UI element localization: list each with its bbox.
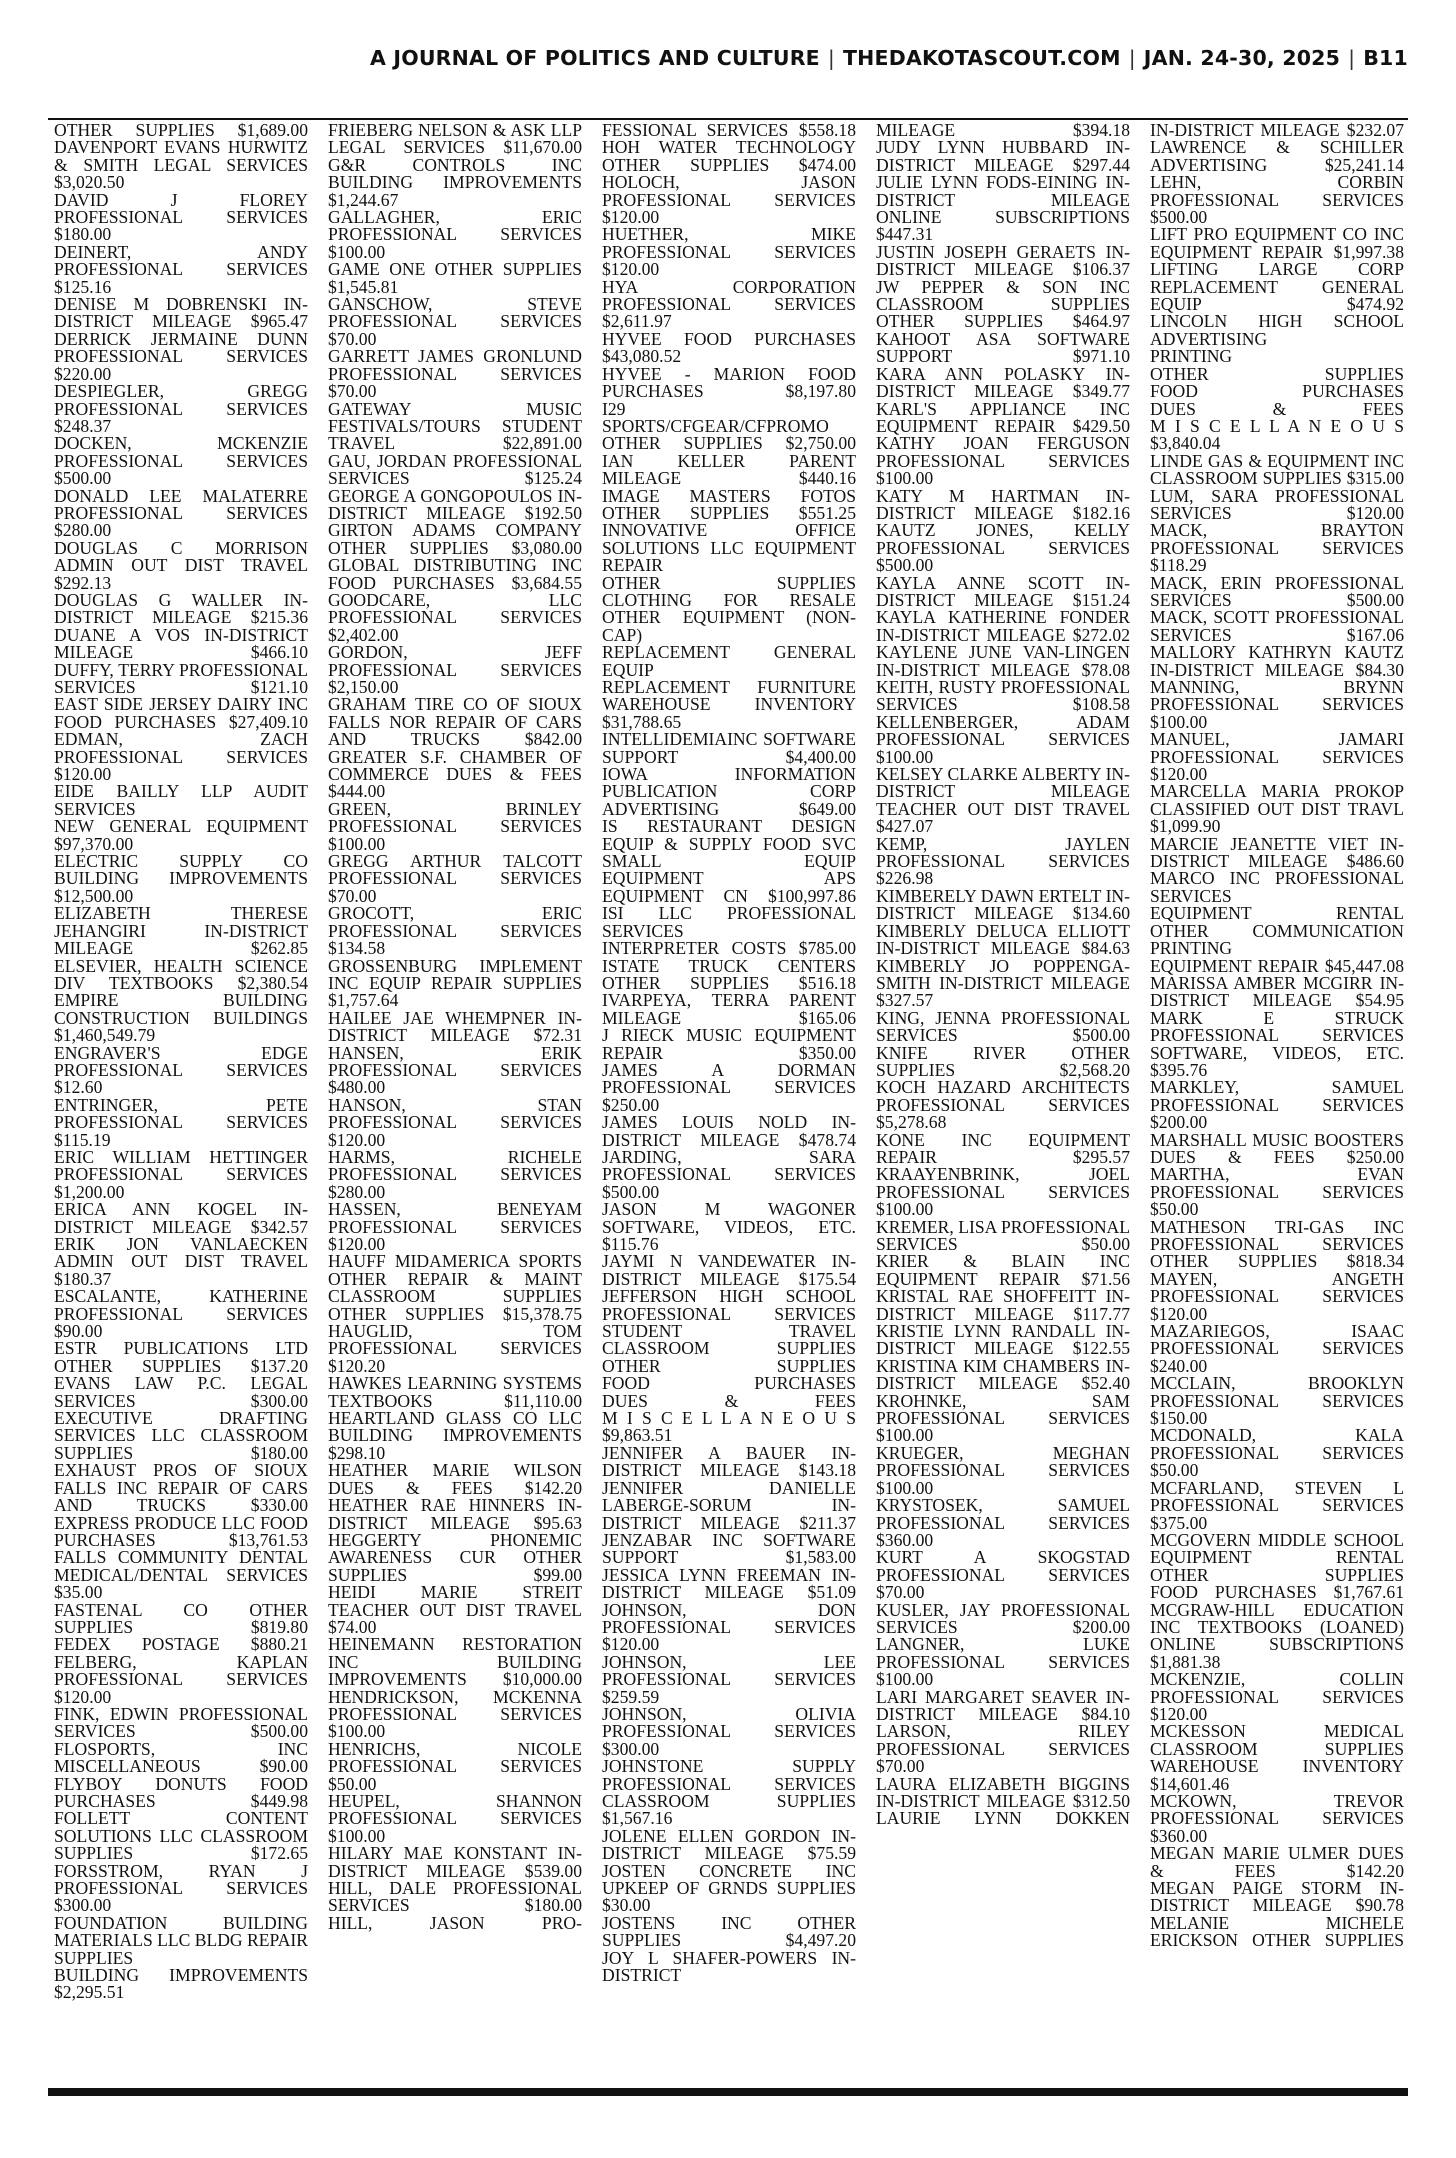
claim-entry: LIFTING LARGE CORP REPLACEMENT GENERAL EQUIP $474.92: [1150, 259, 1404, 315]
claim-entry: OTHER SUPPLIES $1,689.00: [54, 122, 308, 140]
claim-entry: KUSLER, JAY PROFESSIONAL SERVICES $200.00: [876, 1599, 1130, 1637]
claim-entry: DOUGLAS G WALLER IN-DISTRICT MILEAGE $215.36: [54, 589, 308, 628]
claim-entry: EQUIPMENT RENTAL: [1150, 903, 1404, 924]
claim-entry: DENISE M DOBRENSKI IN-DISTRICT MILEAGE $965.47: [54, 294, 308, 332]
claim-entry: KAUTZ JONES, KELLY PROFESSIONAL SERVICES $500.00: [876, 520, 1130, 576]
claim-entry: KURT A SKOGSTAD PROFESSIONAL SERVICES $70.00: [876, 1547, 1130, 1603]
claim-entry: GROCOTT, ERIC PROFESSIONAL SERVICES $134.58: [328, 903, 582, 959]
claim-entry: JENNIFER A BAUER IN-DISTRICT MILEAGE $143.18: [602, 1442, 856, 1481]
claim-entry: FLOSPORTS, INC MISCELLANEOUS $90.00: [54, 1738, 308, 1777]
claim-entry: GARRETT JAMES GRONLUND PROFESSIONAL SERVICES $70.00: [328, 346, 582, 402]
claim-entry: FOLLETT CONTENT SOLUTIONS LLC CLASSROOM SUPPLIES $172.65: [54, 1808, 308, 1864]
claim-entry: KARA ANN POLASKY IN-DISTRICT MILEAGE $349.77: [876, 363, 1130, 402]
claim-entry: IS RESTAURANT DESIGN EQUIP & SUPPLY FOOD SVC SMALL EQUIP: [602, 816, 856, 872]
claim-entry: M I S C E L L A N E O U S $9,863.51: [602, 1408, 856, 1446]
claim-entry: KRYSTOSEK, SAMUEL PROFESSIONAL SERVICES $360.00: [876, 1495, 1130, 1550]
claim-entry: MELANIE MICHELE ERICKSON OTHER SUPPLIES: [1150, 1912, 1404, 1951]
claim-entry: ENGRAVER'S EDGE PROFESSIONAL SERVICES $12.60: [54, 1042, 308, 1098]
publication-tagline: A JOURNAL OF POLITICS AND CULTURE: [369, 46, 820, 70]
claim-entry: MARTHA, EVAN PROFESSIONAL SERVICES $50.00: [1150, 1164, 1404, 1220]
claim-entry: ISTATE TRUCK CENTERS OTHER SUPPLIES $516.18: [602, 955, 856, 993]
claim-entry: GREEN, BRINLEY PROFESSIONAL SERVICES $100.00: [328, 798, 582, 854]
claim-entry: HILL, JASON PRO-: [328, 1912, 582, 1933]
claim-entry: EVANS LAW P.C. LEGAL SERVICES $300.00: [54, 1373, 308, 1411]
claim-entry: MCCLAIN, BROOKLYN PROFESSIONAL SERVICES $150.00: [1150, 1373, 1404, 1429]
claim-entry: DUFFY, TERRY PROFESSIONAL SERVICES $121.10: [54, 659, 308, 697]
claim-entry: OTHER SUPPLIES $818.34: [1150, 1251, 1404, 1272]
claim-entry: KAHOOT ASA SOFTWARE SUPPORT $971.10: [876, 328, 1130, 367]
claim-entry: DAVENPORT EVANS HURWITZ & SMITH LEGAL SERVICES $3,020.50: [54, 137, 308, 193]
claim-entry: KIMBERLY JO POPPENGA-SMITH IN-DISTRICT MILEAGE $327.57: [876, 955, 1130, 1011]
claim-entry: GRAHAM TIRE CO OF SIOUX FALLS NOR REPAIR OF CARS AND TRUCKS $842.00: [328, 694, 582, 750]
claim-entry: HENRICHS, NICOLE PROFESSIONAL SERVICES $50.00: [328, 1738, 582, 1794]
claim-entry: JUDY LYNN HUBBARD IN-DISTRICT MILEAGE $297.44: [876, 137, 1130, 175]
claim-entry: KAYLA KATHERINE FONDER IN-DISTRICT MILEAGE $272.02: [876, 607, 1130, 645]
header-separator: |: [827, 46, 835, 70]
claim-entry: PRINTING: [1150, 346, 1233, 367]
claim-entry: MALLORY KATHRYN KAUTZ IN-DISTRICT MILEAGE $84.30: [1150, 642, 1404, 680]
claim-entry: HILARY MAE KONSTANT IN-DISTRICT MILEAGE $539.00: [328, 1843, 582, 1881]
claim-entry: HAUGLID, TOM PROFESSIONAL SERVICES $120.20: [328, 1321, 582, 1376]
footer-rule: [48, 2088, 1408, 2096]
column-4: [876, 122, 1130, 2082]
claim-entry: JW PEPPER & SON INC CLASSROOM SUPPLIES: [876, 276, 1130, 315]
claim-entry: JARDING, SARA PROFESSIONAL SERVICES $500.00: [602, 1146, 856, 1202]
claim-entry: JAMES A DORMAN PROFESSIONAL SERVICES $250.00: [602, 1059, 856, 1115]
claim-entry: FORSSTROM, RYAN J PROFESSIONAL SERVICES $300.00: [54, 1860, 308, 1916]
claim-entry: JULIE LYNN FODS-EINING IN-DISTRICT MILEAGE: [876, 172, 1130, 210]
claim-entry: DAVID J FLOREY PROFESSIONAL SERVICES $180.00: [54, 189, 308, 245]
claim-entry: HEUPEL, SHANNON PROFESSIONAL SERVICES $100.00: [328, 1791, 582, 1846]
claim-entry: MAZARIEGOS, ISAAC PROFESSIONAL SERVICES $240.00: [1150, 1321, 1404, 1376]
claim-entry: DESPIEGLER, GREGG PROFESSIONAL SERVICES $248.37: [54, 381, 308, 436]
claim-entry: G&R CONTROLS INC BUILDING IMPROVEMENTS $1,244.67: [328, 154, 582, 210]
claim-entry: KEMP, JAYLEN PROFESSIONAL SERVICES $226.98: [876, 833, 1130, 889]
claim-entry: WAREHOUSE INVENTORY $14,601.46: [1150, 1756, 1404, 1794]
claim-entry: JASON M WAGONER SOFTWARE, VIDEOS, ETC. $115.76: [602, 1199, 856, 1254]
claim-entry: GROSSENBURG IMPLEMENT INC EQUIP REPAIR SUPPLIES $1,757.64: [328, 955, 582, 1011]
claim-entry: FEDEX POSTAGE $880.21: [54, 1634, 308, 1655]
claim-entry: IN-DISTRICT MILEAGE $232.07: [1150, 122, 1404, 140]
claim-entry: FASTENAL CO OTHER SUPPLIES $819.80: [54, 1599, 308, 1637]
claim-entry: OTHER SUPPLIES: [1150, 363, 1404, 384]
claim-entry: EDMAN, ZACH PROFESSIONAL SERVICES $120.00: [54, 729, 308, 785]
claim-entry: ERIC WILLIAM HETTINGER PROFESSIONAL SERVICES $1,200.00: [54, 1146, 308, 1202]
claim-entry: GOODCARE, LLC PROFESSIONAL SERVICES $2,402.00: [328, 589, 582, 645]
claim-entry: GAU, JORDAN PROFESSIONAL SERVICES $125.24: [328, 450, 582, 489]
claim-entry: MACK, ERIN PROFESSIONAL SERVICES $500.00: [1150, 572, 1404, 610]
claim-entry: HANSON, STAN PROFESSIONAL SERVICES $120.00: [328, 1094, 582, 1150]
claim-entry: WAREHOUSE INVENTORY $31,788.65: [602, 694, 856, 732]
claim-entry: DOUGLAS C MORRISON ADMIN OUT DIST TRAVEL $292.13: [54, 537, 308, 593]
claim-entry: EXPRESS PRODUCE LLC FOOD PURCHASES $13,761.53: [54, 1512, 308, 1550]
claim-entry: REPLACEMENT GENERAL EQUIP: [602, 642, 856, 680]
claim-entry: ONLINE SUBSCRIPTIONS $447.31: [876, 207, 1130, 245]
claim-entry: EXHAUST PROS OF SIOUX FALLS INC REPAIR OF CARS AND TRUCKS $330.00: [54, 1460, 308, 1516]
claim-entry: EQUIPMENT CN $100,997.86: [602, 885, 856, 906]
claim-entry: MCGRAW-HILL EDUCATION INC TEXTBOOKS (LOANED): [1150, 1599, 1404, 1637]
claim-entry: HEATHER RAE HINNERS IN-DISTRICT MILEAGE $95.63: [328, 1495, 582, 1533]
claim-entry: OTHER SUPPLIES: [1150, 1564, 1404, 1585]
claim-entry: HEATHER MARIE WILSON DUES & FEES $142.20: [328, 1460, 582, 1498]
claim-entry: DEINERT, ANDY PROFESSIONAL SERVICES $125.16: [54, 241, 308, 297]
claim-entry: FELBERG, KAPLAN PROFESSIONAL SERVICES $120.00: [54, 1651, 308, 1707]
claim-entry: MARISSA AMBER MCGIRR IN-DISTRICT MILEAGE $54.95: [1150, 972, 1404, 1011]
claim-entry: DUANE A VOS IN-DISTRICT MILEAGE $466.10: [54, 624, 308, 663]
claim-entry: GANSCHOW, STEVE PROFESSIONAL SERVICES $70.00: [328, 294, 582, 349]
claim-entry: HEINEMANN RESTORATION INC BUILDING IMPROVEMENTS $10,000.00: [328, 1634, 582, 1690]
claim-entry: EAST SIDE JERSEY DAIRY INC FOOD PURCHASES $27,409.10: [54, 694, 308, 732]
claim-entry: EIDE BAILLY LLP AUDIT SERVICES: [54, 781, 308, 819]
claim-entry: JOSTENS INC OTHER SUPPLIES $4,497.20: [602, 1912, 856, 1951]
claim-entry: OTHER SUPPLIES: [602, 572, 856, 593]
claim-entry: MANNING, BRYNN PROFESSIONAL SERVICES $100.00: [1150, 677, 1404, 732]
claim-entry: MARCO INC PROFESSIONAL SERVICES: [1150, 868, 1404, 906]
claim-entry: GATEWAY MUSIC FESTIVALS/TOURS STUDENT TRAVEL $22,891.00: [328, 398, 582, 454]
claim-entry: OTHER SUPPLIES: [602, 1355, 856, 1376]
claim-entry: LARI MARGARET SEAVER IN-DISTRICT MILEAGE $84.10: [876, 1686, 1130, 1724]
claim-entry: FOOD PURCHASES $1,767.61: [1150, 1582, 1404, 1603]
claim-entry: HYVEE FOOD PURCHASES $43,080.52: [602, 328, 856, 367]
claim-entry: JENNIFER DANIELLE LABERGE-SORUM IN-DISTRICT MILEAGE $211.37: [602, 1477, 856, 1533]
column-5: [1150, 122, 1404, 2082]
claim-entry: ONLINE SUBSCRIPTIONS $1,881.38: [1150, 1634, 1404, 1672]
claim-entry: HEIDI MARIE STREIT TEACHER OUT DIST TRAVEL $74.00: [328, 1582, 582, 1637]
claim-entry: BUILDING IMPROVEMENTS $2,295.51: [54, 1965, 308, 2003]
claim-entry: HEARTLAND GLASS CO LLC BUILDING IMPROVEMENTS $298.10: [328, 1408, 582, 1463]
claim-entry: KONE INC EQUIPMENT REPAIR $295.57: [876, 1129, 1130, 1167]
claim-entry: HEGGERTY PHONEMIC AWARENESS CUR OTHER SUPPLIES $99.00: [328, 1529, 582, 1585]
claim-entry: KELSEY CLARKE ALBERTY IN-DISTRICT MILEAGE: [876, 764, 1130, 802]
claim-entry: OTHER SUPPLIES $464.97: [876, 311, 1130, 332]
claim-entry: CLASSROOM SUPPLIES $1,567.16: [602, 1791, 856, 1829]
claim-entry: JOHNSON, DON PROFESSIONAL SERVICES $120.00: [602, 1599, 856, 1655]
claim-entry: JENZABAR INC SOFTWARE SUPPORT $1,583.00: [602, 1529, 856, 1568]
claim-entry: MARSHALL MUSIC BOOSTERS DUES & FEES $250.00: [1150, 1129, 1404, 1167]
claim-entry: KAYLENE JUNE VAN-LINGEN IN-DISTRICT MILEAGE $78.08: [876, 642, 1130, 680]
claim-entry: MCKENZIE, COLLIN PROFESSIONAL SERVICES $120.00: [1150, 1669, 1404, 1724]
claim-entry: GORDON, JEFF PROFESSIONAL SERVICES $2,150.00: [328, 642, 582, 697]
claim-entry: HAUFF MIDAMERICA SPORTS OTHER REPAIR & MAINT: [328, 1251, 582, 1289]
claim-entry: LANGNER, LUKE PROFESSIONAL SERVICES $100.00: [876, 1634, 1130, 1690]
claim-entry: DUES & FEES: [602, 1390, 856, 1411]
claim-entry: PRINTING: [1150, 938, 1233, 959]
claim-entry: MARCIE JEANETTE VIET IN-DISTRICT MILEAGE $486.60: [1150, 833, 1404, 872]
claim-entry: EQUIPMENT REPAIR $45,447.08: [1150, 955, 1404, 976]
claim-entry: DUES & FEES: [1150, 398, 1404, 419]
legal-notice-columns: [54, 122, 1404, 2082]
header-separator: |: [1348, 46, 1356, 70]
claim-entry: ISI LLC PROFESSIONAL SERVICES: [602, 903, 856, 941]
claim-entry: ERIK JON VANLAECKEN ADMIN OUT DIST TRAVEL $180.37: [54, 1234, 308, 1289]
claim-entry: LAURIE LYNN DOKKEN: [876, 1808, 1130, 1829]
claim-entry: KIMBERELY DAWN ERTELT IN-DISTRICT MILEAGE $134.60: [876, 885, 1130, 924]
claim-entry: ENTRINGER, PETE PROFESSIONAL SERVICES $115.19: [54, 1094, 308, 1150]
claim-entry: LEHN, CORBIN PROFESSIONAL SERVICES $500.00: [1150, 172, 1404, 228]
column-3: [602, 122, 856, 2082]
claim-entry: MEGAN PAIGE STORM IN-DISTRICT MILEAGE $90.78: [1150, 1878, 1404, 1916]
claim-entry: INTERPRETER COSTS $785.00: [602, 938, 856, 959]
claim-entry: JEFFERSON HIGH SCHOOL PROFESSIONAL SERVICES: [602, 1286, 856, 1324]
header-rule: [48, 118, 1408, 120]
claim-entry: MARK E STRUCK PROFESSIONAL SERVICES: [1150, 1007, 1404, 1046]
claim-entry: M I S C E L L A N E O U S $3,840.04: [1150, 415, 1404, 454]
claim-entry: IOWA INFORMATION PUBLICATION CORP ADVERTISING $649.00: [602, 764, 856, 819]
claim-entry: DONALD LEE MALATERRE PROFESSIONAL SERVICES $280.00: [54, 485, 308, 541]
website-link[interactable]: THEDAKOTASCOUT.COM: [843, 46, 1121, 70]
claim-entry: DERRICK JERMAINE DUNN PROFESSIONAL SERVICES $220.00: [54, 328, 308, 384]
claim-entry: LAURA ELIZABETH BIGGINS IN-DISTRICT MILEAGE $312.50: [876, 1773, 1130, 1811]
claim-entry: LUM, SARA PROFESSIONAL SERVICES $120.00: [1150, 485, 1404, 523]
claim-entry: KELLENBERGER, ADAM PROFESSIONAL SERVICES $100.00: [876, 711, 1130, 767]
claim-entry: MARCELLA MARIA PROKOP CLASSIFIED OUT DIST TRAVL $1,099.90: [1150, 781, 1404, 837]
claim-entry: MILEAGE $394.18: [876, 122, 1130, 140]
claim-entry: LINCOLN HIGH SCHOOL ADVERTISING: [1150, 311, 1404, 349]
claim-entry: KIMBERLY DELUCA ELLIOTT IN-DISTRICT MILEAGE $84.63: [876, 920, 1130, 959]
claim-entry: IVARPEYA, TERRA PARENT MILEAGE $165.06: [602, 990, 856, 1028]
claim-entry: HYA CORPORATION PROFESSIONAL SERVICES $2,611.97: [602, 276, 856, 332]
claim-entry: KNIFE RIVER OTHER SUPPLIES $2,568.20: [876, 1042, 1130, 1080]
claim-entry: KOCH HAZARD ARCHITECTS PROFESSIONAL SERVICES $5,278.68: [876, 1077, 1130, 1133]
claim-entry: MCKESSON MEDICAL CLASSROOM SUPPLIES: [1150, 1721, 1404, 1759]
claim-entry: KRAAYENBRINK, JOEL PROFESSIONAL SERVICES $100.00: [876, 1164, 1130, 1220]
claim-entry: CLASSROOM SUPPLIES: [602, 1338, 856, 1359]
claim-entry: CLOTHING FOR RESALE: [602, 589, 856, 610]
claim-entry: JAMES LOUIS NOLD IN-DISTRICT MILEAGE $478.74: [602, 1112, 856, 1150]
claim-entry: TEACHER OUT DIST TRAVEL $427.07: [876, 798, 1130, 837]
claim-entry: REPLACEMENT FURNITURE: [602, 677, 856, 697]
claim-entry: GEORGE A GONGOPOULOS IN-DISTRICT MILEAGE $192.50: [328, 485, 582, 523]
claim-entry: KRIER & BLAIN INC EQUIPMENT REPAIR $71.56: [876, 1251, 1130, 1289]
claim-entry: LIFT PRO EQUIPMENT CO INC EQUIPMENT REPAIR $1,997.38: [1150, 224, 1404, 262]
claim-entry: FALLS COMMUNITY DENTAL MEDICAL/DENTAL SERVICES $35.00: [54, 1547, 308, 1603]
claim-entry: ELIZABETH THERESE JEHANGIRI IN-DISTRICT MILEAGE $262.85: [54, 903, 308, 959]
claim-entry: EMPIRE BUILDING CONSTRUCTION BUILDINGS $1,460,549.79: [54, 990, 308, 1046]
claim-entry: CLASSROOM SUPPLIES: [328, 1286, 582, 1307]
claim-entry: SOFTWARE, VIDEOS, ETC. $395.76: [1150, 1042, 1404, 1080]
claim-entry: LARSON, RILEY PROFESSIONAL SERVICES $70.00: [876, 1721, 1130, 1777]
claim-entry: KATY M HARTMAN IN-DISTRICT MILEAGE $182.16: [876, 485, 1130, 523]
claim-entry: KRUEGER, MEGHAN PROFESSIONAL SERVICES $100.00: [876, 1442, 1130, 1498]
claim-entry: MACK, SCOTT PROFESSIONAL SERVICES $167.06: [1150, 607, 1404, 645]
claim-entry: HOH WATER TECHNOLOGY OTHER SUPPLIES $474.00: [602, 137, 856, 175]
claim-entry: HASSEN, BENEYAM PROFESSIONAL SERVICES $120.00: [328, 1199, 582, 1254]
claim-entry: JOY L SHAFER-POWERS IN-DISTRICT: [602, 1947, 856, 1986]
claim-entry: GIRTON ADAMS COMPANY OTHER SUPPLIES $3,080.00: [328, 520, 582, 558]
claim-entry: MCKOWN, TREVOR PROFESSIONAL SERVICES $360.00: [1150, 1791, 1404, 1846]
claim-entry: MCGOVERN MIDDLE SCHOOL EQUIPMENT RENTAL: [1150, 1529, 1404, 1568]
claim-entry: OTHER COMMUNICATION: [1150, 920, 1404, 941]
claim-entry: HILL, DALE PROFESSIONAL SERVICES $180.00: [328, 1878, 582, 1916]
claim-entry: HYVEE - MARION FOOD PURCHASES $8,197.80: [602, 363, 856, 402]
claim-entry: OTHER SUPPLIES $15,378.75: [328, 1303, 582, 1324]
claim-entry: FRIEBERG NELSON & ASK LLP LEGAL SERVICES $11,670.00: [328, 122, 582, 158]
claim-entry: JUSTIN JOSEPH GERAETS IN-DISTRICT MILEAGE $106.37: [876, 241, 1130, 280]
claim-entry: IMAGE MASTERS FOTOS OTHER SUPPLIES $551.25: [602, 485, 856, 523]
claim-entry: MCDONALD, KALA PROFESSIONAL SERVICES $50.00: [1150, 1425, 1404, 1481]
claim-entry: EQUIPMENT APS: [602, 868, 856, 889]
header-separator: |: [1128, 46, 1136, 70]
claim-entry: ELSEVIER, HEALTH SCIENCE DIV TEXTBOOKS $2,380.54: [54, 955, 308, 993]
claim-entry: I29 SPORTS/CFGEAR/CFPROMO OTHER SUPPLIES $2,750.00: [602, 398, 856, 454]
claim-entry: MEGAN MARIE ULMER DUES & FEES $142.20: [1150, 1843, 1404, 1881]
claim-entry: MARKLEY, SAMUEL PROFESSIONAL SERVICES $200.00: [1150, 1077, 1404, 1133]
column-1: [54, 122, 308, 2082]
claim-entry: MCFARLAND, STEVEN L PROFESSIONAL SERVICES $375.00: [1150, 1477, 1404, 1533]
claim-entry: MACK, BRAYTON PROFESSIONAL SERVICES $118.29: [1150, 520, 1404, 576]
claim-entry: HENDRICKSON, MCKENNA PROFESSIONAL SERVICES $100.00: [328, 1686, 582, 1742]
claim-entry: ESCALANTE, KATHERINE PROFESSIONAL SERVICES $90.00: [54, 1286, 308, 1342]
claim-entry: HARMS, RICHELE PROFESSIONAL SERVICES $280.00: [328, 1146, 582, 1202]
claim-entry: FOOD PURCHASES: [602, 1373, 856, 1394]
claim-entry: GLOBAL DISTRIBUTING INC FOOD PURCHASES $3,684.55: [328, 555, 582, 593]
claim-entry: FOUNDATION BUILDING MATERIALS LLC BLDG REPAIR SUPPLIES: [54, 1912, 308, 1968]
claim-entry: KREMER, LISA PROFESSIONAL SERVICES $50.00: [876, 1216, 1130, 1254]
claim-entry: HUETHER, MIKE PROFESSIONAL SERVICES $120.00: [602, 224, 856, 280]
claim-entry: ELECTRIC SUPPLY CO BUILDING IMPROVEMENTS $12,500.00: [54, 851, 308, 906]
claim-entry: KRISTINA KIM CHAMBERS IN-DISTRICT MILEAGE $52.40: [876, 1355, 1130, 1394]
claim-entry: INTELLIDEMIAINC SOFTWARE SUPPORT $4,400.00: [602, 729, 856, 767]
claim-entry: JOHNSON, OLIVIA PROFESSIONAL SERVICES $300.00: [602, 1703, 856, 1759]
claim-entry: EXECUTIVE DRAFTING SERVICES LLC CLASSROOM SUPPLIES $180.00: [54, 1408, 308, 1463]
claim-entry: HOLOCH, JASON PROFESSIONAL SERVICES $120.00: [602, 172, 856, 228]
claim-entry: DOCKEN, MCKENZIE PROFESSIONAL SERVICES $500.00: [54, 433, 308, 489]
claim-entry: FINK, EDWIN PROFESSIONAL SERVICES $500.00: [54, 1703, 308, 1742]
claim-entry: KEITH, RUSTY PROFESSIONAL SERVICES $108.58: [876, 677, 1130, 715]
claim-entry: STUDENT TRAVEL: [602, 1321, 856, 1342]
claim-entry: FESSIONAL SERVICES $558.18: [602, 122, 856, 140]
claim-entry: KAYLA ANNE SCOTT IN-DISTRICT MILEAGE $151.24: [876, 572, 1130, 610]
claim-entry: FLYBOY DONUTS FOOD PURCHASES $449.98: [54, 1773, 308, 1811]
claim-entry: GALLAGHER, ERIC PROFESSIONAL SERVICES $100.00: [328, 207, 582, 262]
claim-entry: ERICA ANN KOGEL IN-DISTRICT MILEAGE $342.57: [54, 1199, 308, 1237]
claim-entry: IAN KELLER PARENT MILEAGE $440.16: [602, 450, 856, 489]
claim-entry: JAYMI N VANDEWATER IN-DISTRICT MILEAGE $175.54: [602, 1251, 856, 1289]
issue-date: JAN. 24-30, 2025: [1143, 46, 1341, 70]
claim-entry: KARL'S APPLIANCE INC EQUIPMENT REPAIR $429.50: [876, 398, 1130, 436]
claim-entry: LINDE GAS & EQUIPMENT INC CLASSROOM SUPPLIES $315.00: [1150, 450, 1404, 489]
claim-entry: FOOD PURCHASES: [1150, 381, 1404, 402]
claim-entry: MATHESON TRI-GAS INC PROFESSIONAL SERVICES: [1150, 1216, 1404, 1254]
claim-entry: JOHNSTONE SUPPLY PROFESSIONAL SERVICES: [602, 1756, 856, 1794]
page-header: [48, 46, 1408, 86]
claim-entry: MANUEL, JAMARI PROFESSIONAL SERVICES $120.00: [1150, 729, 1404, 785]
claim-entry: LAWRENCE & SCHILLER ADVERTISING $25,241.14: [1150, 137, 1404, 175]
claim-entry: INNOVATIVE OFFICE SOLUTIONS LLC EQUIPMENT REPAIR: [602, 520, 856, 576]
claim-entry: JESSICA LYNN FREEMAN IN-DISTRICT MILEAGE $51.09: [602, 1564, 856, 1603]
claim-entry: KROHNKE, SAM PROFESSIONAL SERVICES $100.00: [876, 1390, 1130, 1446]
claim-entry: KRISTIE LYNN RANDALL IN-DISTRICT MILEAGE $122.55: [876, 1321, 1130, 1359]
claim-entry: J RIECK MUSIC EQUIPMENT REPAIR $350.00: [602, 1025, 856, 1063]
page-number: B11: [1363, 46, 1408, 70]
claim-entry: JOHNSON, LEE PROFESSIONAL SERVICES $259.59: [602, 1651, 856, 1707]
claim-entry: GAME ONE OTHER SUPPLIES $1,545.81: [328, 259, 582, 297]
claim-entry: HAWKES LEARNING SYSTEMS TEXTBOOKS $11,110.00: [328, 1373, 582, 1411]
claim-entry: JOLENE ELLEN GORDON IN-DISTRICT MILEAGE $75.59: [602, 1825, 856, 1864]
claim-entry: HAILEE JAE WHEMPNER IN-DISTRICT MILEAGE $72.31: [328, 1007, 582, 1046]
claim-entry: MAYEN, ANGETH PROFESSIONAL SERVICES $120.00: [1150, 1268, 1404, 1324]
claim-entry: NEW GENERAL EQUIPMENT $97,370.00: [54, 816, 308, 854]
claim-entry: OTHER EQUIPMENT (NON-CAP): [602, 607, 856, 645]
claim-entry: GREATER S.F. CHAMBER OF COMMERCE DUES & FEES $444.00: [328, 746, 582, 802]
claim-entry: KATHY JOAN FERGUSON PROFESSIONAL SERVICES $100.00: [876, 433, 1130, 489]
column-2: [328, 122, 582, 2082]
claim-entry: GREGG ARTHUR TALCOTT PROFESSIONAL SERVICES $70.00: [328, 851, 582, 906]
claim-entry: KING, JENNA PROFESSIONAL SERVICES $500.00: [876, 1007, 1130, 1046]
claim-entry: ESTR PUBLICATIONS LTD OTHER SUPPLIES $137.20: [54, 1338, 308, 1376]
claim-entry: JOSTEN CONCRETE INC UPKEEP OF GRNDS SUPPLIES $30.00: [602, 1860, 856, 1916]
claim-entry: HANSEN, ERIK PROFESSIONAL SERVICES $480.00: [328, 1042, 582, 1098]
claim-entry: KRISTAL RAE SHOFFEITT IN-DISTRICT MILEAGE $117.77: [876, 1286, 1130, 1324]
